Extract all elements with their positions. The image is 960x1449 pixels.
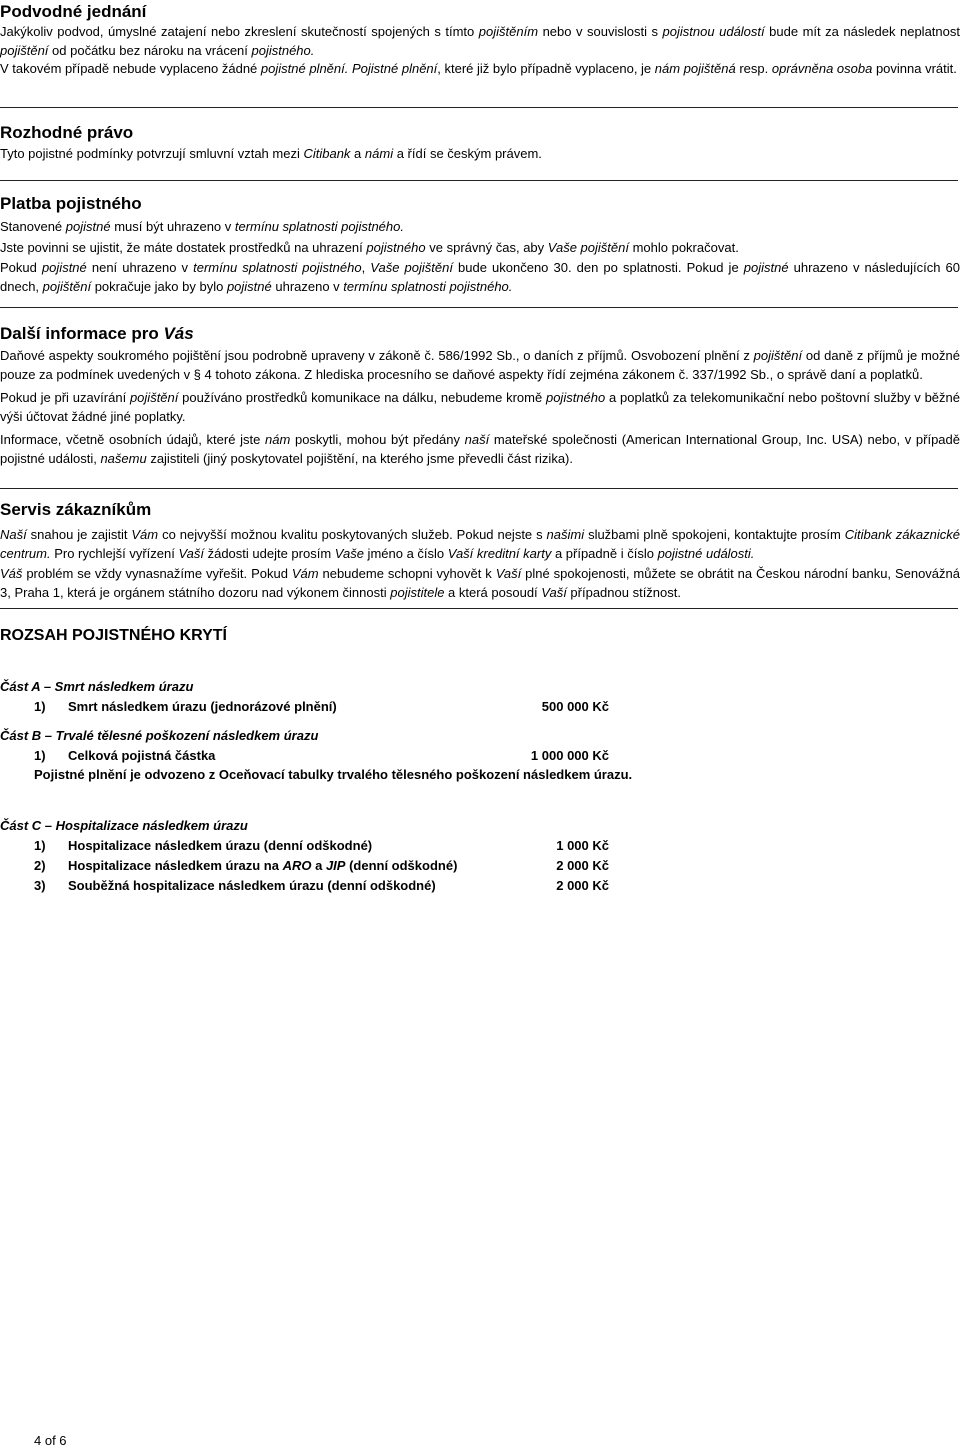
paragraph: Informace, včetně osobních údajů, které jste nám poskytli, mohou být předány naší mateřské společnosti (American International Group, Inc. USA) nebo, v případě pojistné události, našemu zajistiteli (jiný poskytovatel pojištění, na kterého jsme převedli část rizika). [0, 432, 960, 466]
row-number: 1) [34, 748, 46, 763]
divider [0, 307, 958, 308]
part-b-title: Část B – Trvalé tělesné poškození následkem úrazu [0, 728, 319, 743]
row-label: Smrt následkem úrazu (jednorázové plnění) [68, 699, 337, 714]
section-title: Servis zákazníkům [0, 500, 152, 519]
row-number: 2) [34, 858, 46, 873]
page-number: 4 of 6 [34, 1433, 67, 1448]
divider [0, 107, 958, 108]
row-label: Hospitalizace následkem úrazu (denní odškodné) [68, 838, 373, 853]
paragraph: V takovém případě nebude vyplaceno žádné pojistné plnění. Pojistné plnění, které již bylo případně vyplaceno, je nám pojištěná resp. oprávněna osoba povinna vrátit. [0, 61, 957, 76]
part-c-title: Část C – Hospitalizace následkem úrazu [0, 818, 248, 833]
coverage-title: ROZSAH POJISTNÉHO KRYTÍ [0, 627, 227, 644]
paragraph: Stanovené pojistné musí být uhrazeno v termínu splatnosti pojistného. [0, 219, 404, 234]
section-coverage [0, 625, 960, 647]
section-title: Podvodné jednání [0, 2, 147, 21]
paragraph: Pokud pojistné není uhrazeno v termínu splatnosti pojistného, Vaše pojištění bude ukončeno 30. den po splatnosti. Pokud je pojistné uhrazeno v následujících 60 dnech, pojištění pokračuje jako by bylo pojistné uhrazeno v termínu splatnosti pojistného. [0, 260, 960, 294]
divider [0, 488, 958, 489]
paragraph: Tyto pojistné podmínky potvrzují smluvní vztah mezi Citibank a námi a řídí se českým právem. [0, 146, 542, 161]
row-amount: 2 000 Kč [556, 878, 609, 893]
paragraph: Jakýkoliv podvod, úmyslné zatajení nebo zkreslení skutečností spojených s tímto pojištěním nebo v souvislosti s pojistnou událostí bude mít za následek neplatnost pojištění od počátku bez nároku na vrácení pojistného. [0, 24, 960, 58]
row-amount: 1 000 Kč [556, 838, 609, 853]
section-payment [0, 193, 960, 296]
row-amount: 2 000 Kč [556, 858, 609, 873]
section-law [0, 122, 960, 164]
divider [0, 608, 958, 609]
section-title: Platba pojistného [0, 194, 142, 213]
section-customer-service [0, 499, 960, 602]
paragraph: Jste povinni se ujistit, že máte dostatek prostředků na uhrazení pojistného ve správný čas, aby Vaše pojištění mohlo pokračovat. [0, 239, 739, 255]
row-label: Souběžná hospitalizace následkem úrazu (denní odškodné) [68, 878, 436, 893]
row-amount: 1 000 000 Kč [530, 748, 609, 763]
paragraph: Daňové aspekty soukromého pojištění jsou podrobně upraveny v zákoně č. 586/1992 Sb., o daních z příjmů. Osvobození plnění z pojištění od daně z příjmů je možné pouze za podmínek uvedených v § 4 tohoto zákona. Z hlediska procesního se daňové aspekty řídí zejména zákonem č. 337/1992 Sb., o správě daní a poplatků. [0, 348, 960, 382]
section-more-info [0, 323, 960, 468]
paragraph: Naší snahou je zajistit Vám co nejvyšší možnou kvalitu poskytovaných služeb. Pokud nejste s našimi službami plně spokojeni, kontaktujte prosím Citibank zákaznické centrum. Pro rychlejší vyřízení Vaší žádosti udejte prosím Vaše jméno a číslo Vaší kreditní karty a případně i číslo pojistné události. [0, 527, 960, 561]
part-b-note: Pojistné plnění je odvozeno z Oceňovací tabulky trvalého tělesného poškození následkem úrazu. [34, 767, 633, 782]
section-title: Rozhodné právo [0, 123, 134, 142]
section-fraud [0, 1, 960, 79]
row-label: Hospitalizace následkem úrazu na ARO a JIP (denní odškodné) [68, 858, 458, 873]
row-amount: 500 000 Kč [541, 699, 609, 714]
paragraph: Váš problém se vždy vynasnažíme vyřešit. Pokud Vám nebudeme schopni vyhovět k Vaší plné spokojenosti, můžete se obrátit na Českou národní banku, Senovážná 3, Praha 1, která je orgánem státního dozoru nad výkonem činnosti pojistitele a která posoudí Vaší případnou stížnost. [0, 566, 960, 600]
section-title: Další informace pro Vás [0, 324, 194, 343]
row-label: Celková pojistná částka [68, 748, 216, 763]
part-a-title: Část A – Smrt následkem úrazu [0, 679, 194, 694]
row-number: 3) [34, 878, 46, 893]
row-number: 1) [34, 838, 46, 853]
row-number: 1) [34, 699, 46, 714]
paragraph: Pokud je při uzavírání pojištění používáno prostředků komunikace na dálku, nebudeme kromě pojistného a poplatků za telekomunikační nebo poštovní služby v běžné výši účtovat žádné jiné poplatky. [0, 390, 960, 424]
divider [0, 180, 958, 181]
